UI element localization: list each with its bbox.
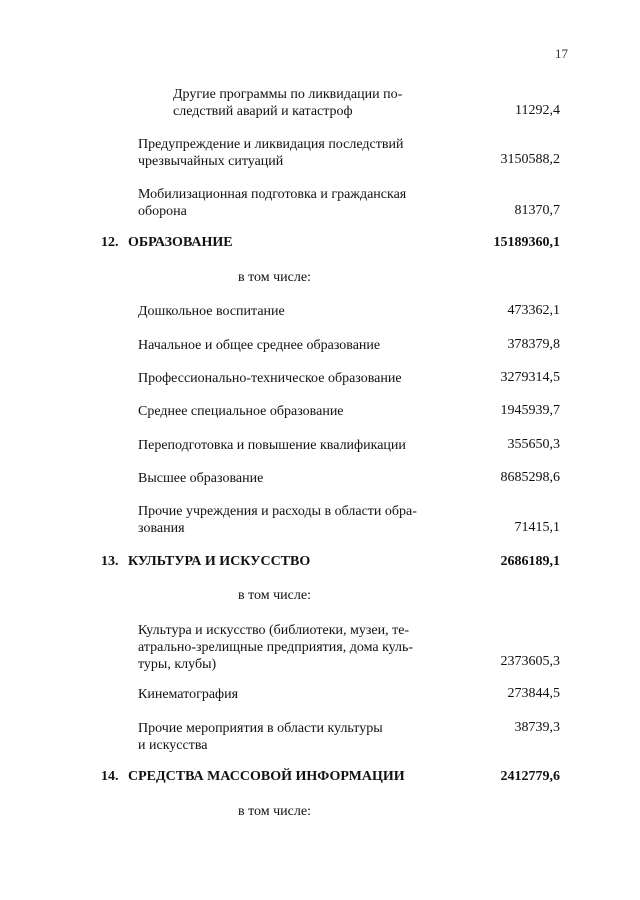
item-value: 8685298,6 bbox=[500, 470, 560, 485]
item-value: 1945939,7 bbox=[500, 403, 560, 418]
section-number: 14. bbox=[101, 769, 119, 784]
item-label bbox=[173, 86, 458, 120]
section-title: СРЕДСТВА МАССОВОЙ ИНФОРМАЦИИ bbox=[128, 769, 405, 784]
page-number: 17 bbox=[555, 46, 568, 61]
item-label-line: атрально-зрелищные предприятия, дома куль- bbox=[138, 640, 414, 655]
item-value: 355650,3 bbox=[507, 437, 560, 452]
section-total: 2686189,1 bbox=[500, 554, 560, 569]
subheading: в том числе: bbox=[238, 804, 311, 819]
item-label-line: Дошкольное воспитание bbox=[138, 304, 285, 319]
item-label bbox=[138, 470, 456, 487]
item-label bbox=[138, 370, 468, 387]
section-heading bbox=[101, 554, 310, 570]
section-heading bbox=[101, 235, 233, 251]
item-label-line: зования bbox=[138, 521, 185, 536]
item-label bbox=[138, 720, 456, 754]
item-label bbox=[138, 403, 456, 420]
subheading: в том числе: bbox=[238, 588, 311, 603]
item-label-line: туры, клубы) bbox=[138, 657, 217, 672]
item-value: 71415,1 bbox=[514, 520, 560, 535]
item-label-line: Другие программы по ликвидации по- bbox=[173, 87, 403, 102]
item-value: 378379,8 bbox=[507, 337, 560, 352]
item-label bbox=[138, 686, 456, 703]
item-label-line: Предупреждение и ликвидация последствий bbox=[138, 137, 404, 152]
item-label-line: Культура и искусство (библиотеки, музеи, те- bbox=[138, 623, 410, 638]
item-label-line: чрезвычайных ситуаций bbox=[138, 154, 284, 169]
item-value: 273844,5 bbox=[507, 686, 560, 701]
item-label-line: Высшее образование bbox=[138, 471, 264, 486]
item-label-line: и искусства bbox=[138, 738, 208, 753]
item-value: 2373605,3 bbox=[500, 654, 560, 669]
item-label-line: следствий аварий и катастроф bbox=[173, 104, 353, 119]
item-value: 3150588,2 bbox=[500, 152, 560, 167]
item-label-line: оборона bbox=[138, 204, 187, 219]
section-number: 13. bbox=[101, 554, 119, 569]
section-title: КУЛЬТУРА И ИСКУССТВО bbox=[128, 554, 311, 569]
item-value: 473362,1 bbox=[507, 303, 560, 318]
section-heading bbox=[101, 769, 405, 785]
subheading: в том числе: bbox=[238, 270, 311, 285]
item-label-line: Прочие мероприятия в области культуры bbox=[138, 721, 383, 736]
item-value: 11292,4 bbox=[515, 103, 560, 118]
item-value: 81370,7 bbox=[514, 203, 560, 218]
section-number: 12. bbox=[101, 235, 119, 250]
item-label-line: Мобилизационная подготовка и гражданская bbox=[138, 187, 407, 202]
item-label-line: Начальное и общее среднее образование bbox=[138, 338, 381, 353]
item-label bbox=[138, 303, 456, 320]
item-label-line: Кинематография bbox=[138, 687, 239, 702]
section-total: 2412779,6 bbox=[500, 769, 560, 784]
item-label-line: Прочие учреждения и расходы в области обра- bbox=[138, 504, 417, 519]
section-total: 15189360,1 bbox=[493, 235, 560, 250]
item-value: 3279314,5 bbox=[500, 370, 560, 385]
item-label-line: Профессионально-техническое образование bbox=[138, 371, 402, 386]
item-label-line: Среднее специальное образование bbox=[138, 404, 344, 419]
item-label bbox=[138, 503, 456, 537]
item-label-line: Переподготовка и повышение квалификации bbox=[138, 438, 406, 453]
item-label bbox=[138, 437, 468, 454]
section-title: ОБРАЗОВАНИЕ bbox=[128, 235, 233, 250]
item-label bbox=[138, 622, 456, 673]
item-label bbox=[138, 136, 456, 170]
item-label bbox=[138, 337, 456, 354]
item-value: 38739,3 bbox=[514, 720, 560, 735]
item-label bbox=[138, 186, 456, 220]
